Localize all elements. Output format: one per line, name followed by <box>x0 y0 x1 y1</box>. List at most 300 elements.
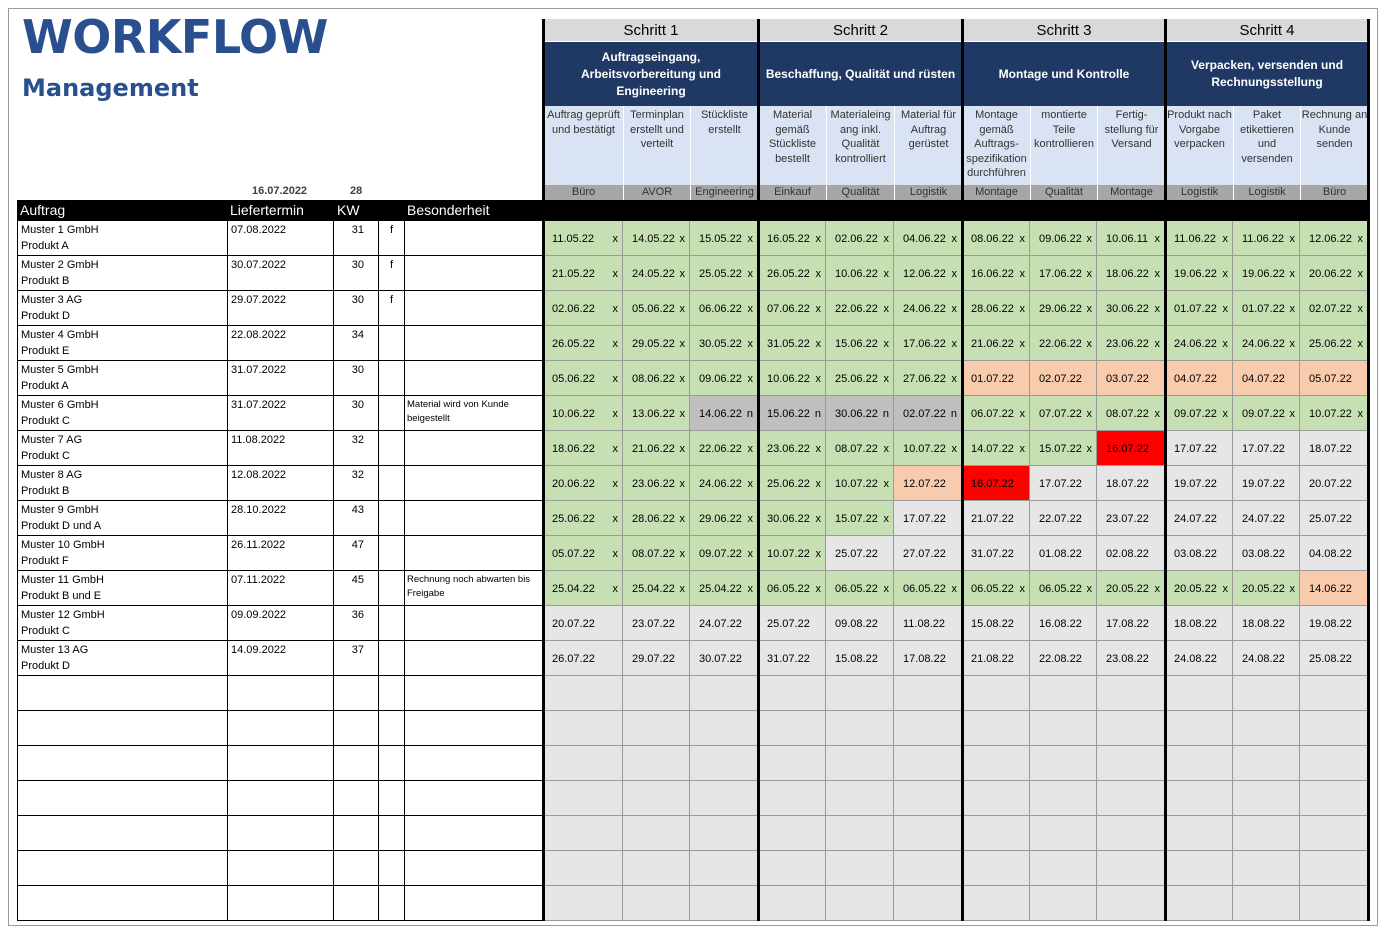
task-date-cell[interactable] <box>826 256 894 291</box>
empty-cell[interactable] <box>543 746 623 781</box>
delivery-cell[interactable] <box>228 676 334 711</box>
task-date-cell[interactable] <box>1233 396 1300 431</box>
order-cell[interactable] <box>17 676 228 711</box>
task-date-cell[interactable] <box>1233 536 1300 571</box>
order-cell[interactable] <box>17 711 228 746</box>
task-date-cell[interactable] <box>1233 431 1300 466</box>
empty-cell[interactable] <box>894 851 962 886</box>
kw-cell[interactable] <box>334 536 379 571</box>
flag-cell[interactable] <box>379 361 405 396</box>
special-cell[interactable] <box>405 396 543 431</box>
task-date-cell[interactable] <box>962 396 1030 431</box>
task-date-cell[interactable] <box>1030 606 1097 641</box>
task-date-cell[interactable] <box>1030 641 1097 676</box>
empty-cell[interactable] <box>1097 746 1165 781</box>
order-cell[interactable] <box>17 886 228 921</box>
task-date-cell[interactable] <box>1165 536 1233 571</box>
task-date-cell[interactable] <box>894 501 962 536</box>
empty-cell[interactable] <box>690 781 758 816</box>
task-date-cell[interactable] <box>1165 571 1233 606</box>
delivery-cell[interactable] <box>228 221 334 256</box>
kw-cell[interactable] <box>334 606 379 641</box>
task-date-cell[interactable] <box>1233 501 1300 536</box>
task-date-cell[interactable] <box>758 396 826 431</box>
task-date-cell[interactable] <box>1165 641 1233 676</box>
task-date-cell[interactable] <box>1233 221 1300 256</box>
kw-cell[interactable] <box>334 326 379 361</box>
task-date-cell[interactable] <box>758 606 826 641</box>
task-date-cell[interactable] <box>962 536 1030 571</box>
empty-cell[interactable] <box>1030 851 1097 886</box>
flag-cell[interactable] <box>379 886 405 921</box>
task-date-cell[interactable] <box>1097 361 1165 396</box>
flag-cell[interactable] <box>379 676 405 711</box>
task-date-cell[interactable] <box>1165 466 1233 501</box>
empty-cell[interactable] <box>1165 816 1233 851</box>
task-date-cell[interactable] <box>1300 221 1368 256</box>
task-date-cell[interactable] <box>1300 501 1368 536</box>
empty-cell[interactable] <box>1030 816 1097 851</box>
task-date-cell[interactable] <box>962 466 1030 501</box>
task-date-cell[interactable] <box>1030 291 1097 326</box>
task-date-cell[interactable] <box>894 641 962 676</box>
order-cell[interactable] <box>17 571 228 606</box>
flag-cell[interactable] <box>379 326 405 361</box>
empty-cell[interactable] <box>1300 781 1368 816</box>
kw-cell[interactable] <box>334 361 379 396</box>
delivery-cell[interactable] <box>228 431 334 466</box>
task-date-cell[interactable] <box>623 536 690 571</box>
flag-cell[interactable] <box>379 816 405 851</box>
empty-cell[interactable] <box>543 711 623 746</box>
table-row[interactable] <box>17 361 543 396</box>
special-cell[interactable] <box>405 711 543 746</box>
empty-cell[interactable] <box>1097 781 1165 816</box>
task-date-cell[interactable] <box>758 326 826 361</box>
table-row[interactable] <box>17 571 543 606</box>
task-date-cell[interactable] <box>826 361 894 396</box>
task-date-cell[interactable] <box>894 466 962 501</box>
task-date-cell[interactable] <box>690 606 758 641</box>
empty-cell[interactable] <box>758 711 826 746</box>
task-date-cell[interactable] <box>758 221 826 256</box>
special-cell[interactable] <box>405 361 543 396</box>
empty-cell[interactable] <box>1030 886 1097 921</box>
empty-cell[interactable] <box>962 816 1030 851</box>
kw-cell[interactable] <box>334 781 379 816</box>
task-date-cell[interactable] <box>894 431 962 466</box>
task-date-cell[interactable] <box>1097 291 1165 326</box>
order-cell[interactable] <box>17 291 228 326</box>
empty-cell[interactable] <box>758 781 826 816</box>
special-cell[interactable] <box>405 221 543 256</box>
task-date-cell[interactable] <box>1030 256 1097 291</box>
task-date-cell[interactable] <box>962 361 1030 396</box>
empty-cell[interactable] <box>543 851 623 886</box>
special-cell[interactable] <box>405 641 543 676</box>
task-date-cell[interactable] <box>1097 431 1165 466</box>
task-date-cell[interactable] <box>1030 536 1097 571</box>
empty-cell[interactable] <box>623 816 690 851</box>
task-date-cell[interactable] <box>894 291 962 326</box>
delivery-cell[interactable] <box>228 361 334 396</box>
kw-cell[interactable] <box>334 221 379 256</box>
task-date-cell[interactable] <box>1300 256 1368 291</box>
task-date-cell[interactable] <box>623 361 690 396</box>
flag-cell[interactable] <box>379 256 405 291</box>
order-cell[interactable] <box>17 746 228 781</box>
empty-cell[interactable] <box>623 781 690 816</box>
task-date-cell[interactable] <box>962 326 1030 361</box>
empty-cell[interactable] <box>894 781 962 816</box>
task-date-cell[interactable] <box>543 326 623 361</box>
task-date-cell[interactable] <box>690 361 758 396</box>
task-date-cell[interactable] <box>758 361 826 396</box>
empty-cell[interactable] <box>1165 781 1233 816</box>
delivery-cell[interactable] <box>228 711 334 746</box>
table-row[interactable] <box>17 641 543 676</box>
empty-cell[interactable] <box>543 676 623 711</box>
empty-cell[interactable] <box>1097 886 1165 921</box>
empty-cell[interactable] <box>894 676 962 711</box>
order-cell[interactable] <box>17 361 228 396</box>
empty-cell[interactable] <box>690 886 758 921</box>
empty-cell[interactable] <box>623 886 690 921</box>
task-date-cell[interactable] <box>1030 326 1097 361</box>
task-date-cell[interactable] <box>962 431 1030 466</box>
task-date-cell[interactable] <box>543 641 623 676</box>
task-date-cell[interactable] <box>758 291 826 326</box>
empty-cell[interactable] <box>1300 676 1368 711</box>
empty-cell[interactable] <box>962 851 1030 886</box>
task-date-cell[interactable] <box>1233 291 1300 326</box>
task-date-cell[interactable] <box>894 606 962 641</box>
kw-cell[interactable] <box>334 431 379 466</box>
empty-cell[interactable] <box>826 816 894 851</box>
delivery-cell[interactable] <box>228 396 334 431</box>
task-date-cell[interactable] <box>1300 536 1368 571</box>
task-date-cell[interactable] <box>543 221 623 256</box>
task-date-cell[interactable] <box>1097 396 1165 431</box>
delivery-cell[interactable] <box>228 886 334 921</box>
table-row[interactable] <box>17 466 543 501</box>
special-cell[interactable] <box>405 501 543 536</box>
task-date-cell[interactable] <box>1300 326 1368 361</box>
task-date-cell[interactable] <box>543 536 623 571</box>
empty-cell[interactable] <box>962 781 1030 816</box>
task-date-cell[interactable] <box>894 326 962 361</box>
special-cell[interactable] <box>405 886 543 921</box>
empty-cell[interactable] <box>894 816 962 851</box>
task-date-cell[interactable] <box>543 466 623 501</box>
empty-cell[interactable] <box>962 886 1030 921</box>
task-date-cell[interactable] <box>1030 431 1097 466</box>
empty-cell[interactable] <box>1165 746 1233 781</box>
flag-cell[interactable] <box>379 221 405 256</box>
empty-cell[interactable] <box>1097 711 1165 746</box>
empty-cell[interactable] <box>1097 676 1165 711</box>
kw-cell[interactable] <box>334 466 379 501</box>
task-date-cell[interactable] <box>1030 221 1097 256</box>
task-date-cell[interactable] <box>690 396 758 431</box>
empty-row[interactable] <box>17 816 543 851</box>
task-date-cell[interactable] <box>1097 256 1165 291</box>
task-date-cell[interactable] <box>1030 396 1097 431</box>
empty-cell[interactable] <box>1233 816 1300 851</box>
task-date-cell[interactable] <box>1300 606 1368 641</box>
empty-cell[interactable] <box>623 851 690 886</box>
task-date-cell[interactable] <box>758 431 826 466</box>
special-cell[interactable] <box>405 291 543 326</box>
empty-row[interactable] <box>17 746 543 781</box>
task-date-cell[interactable] <box>826 606 894 641</box>
task-date-cell[interactable] <box>623 571 690 606</box>
task-date-cell[interactable] <box>623 221 690 256</box>
order-cell[interactable] <box>17 501 228 536</box>
empty-cell[interactable] <box>1030 711 1097 746</box>
order-cell[interactable] <box>17 256 228 291</box>
delivery-cell[interactable] <box>228 606 334 641</box>
task-date-cell[interactable] <box>543 256 623 291</box>
task-date-cell[interactable] <box>1233 256 1300 291</box>
special-cell[interactable] <box>405 851 543 886</box>
empty-cell[interactable] <box>690 711 758 746</box>
task-date-cell[interactable] <box>1300 361 1368 396</box>
task-date-cell[interactable] <box>962 606 1030 641</box>
special-cell[interactable] <box>405 606 543 641</box>
table-row[interactable] <box>17 606 543 641</box>
special-cell[interactable] <box>405 431 543 466</box>
task-date-cell[interactable] <box>758 466 826 501</box>
empty-cell[interactable] <box>894 711 962 746</box>
order-cell[interactable] <box>17 816 228 851</box>
task-date-cell[interactable] <box>1300 291 1368 326</box>
empty-cell[interactable] <box>690 676 758 711</box>
empty-row[interactable] <box>17 676 543 711</box>
empty-cell[interactable] <box>894 886 962 921</box>
flag-cell[interactable] <box>379 781 405 816</box>
task-date-cell[interactable] <box>894 361 962 396</box>
empty-cell[interactable] <box>1233 711 1300 746</box>
order-cell[interactable] <box>17 851 228 886</box>
task-date-cell[interactable] <box>1165 501 1233 536</box>
task-date-cell[interactable] <box>623 326 690 361</box>
task-date-cell[interactable] <box>1165 221 1233 256</box>
empty-cell[interactable] <box>894 746 962 781</box>
task-date-cell[interactable] <box>690 221 758 256</box>
empty-cell[interactable] <box>1030 781 1097 816</box>
order-cell[interactable] <box>17 641 228 676</box>
task-date-cell[interactable] <box>1097 326 1165 361</box>
kw-cell[interactable] <box>334 256 379 291</box>
empty-cell[interactable] <box>1233 746 1300 781</box>
flag-cell[interactable] <box>379 711 405 746</box>
task-date-cell[interactable] <box>962 221 1030 256</box>
task-date-cell[interactable] <box>690 466 758 501</box>
empty-cell[interactable] <box>1233 676 1300 711</box>
empty-cell[interactable] <box>543 886 623 921</box>
kw-cell[interactable] <box>334 291 379 326</box>
task-date-cell[interactable] <box>1300 466 1368 501</box>
col-order-header[interactable]: Auftrag <box>20 202 66 218</box>
task-date-cell[interactable] <box>894 536 962 571</box>
task-date-cell[interactable] <box>1165 291 1233 326</box>
kw-cell[interactable] <box>334 676 379 711</box>
kw-cell[interactable] <box>334 501 379 536</box>
col-special-header[interactable]: Besonderheit <box>407 202 490 218</box>
flag-cell[interactable] <box>379 746 405 781</box>
task-date-cell[interactable] <box>826 221 894 256</box>
flag-cell[interactable] <box>379 431 405 466</box>
table-row[interactable] <box>17 291 543 326</box>
kw-cell[interactable] <box>334 711 379 746</box>
delivery-cell[interactable] <box>228 536 334 571</box>
empty-cell[interactable] <box>623 711 690 746</box>
order-cell[interactable] <box>17 466 228 501</box>
task-date-cell[interactable] <box>1165 431 1233 466</box>
empty-cell[interactable] <box>826 676 894 711</box>
task-date-cell[interactable] <box>1300 431 1368 466</box>
task-date-cell[interactable] <box>894 221 962 256</box>
empty-row[interactable] <box>17 886 543 921</box>
flag-cell[interactable] <box>379 571 405 606</box>
task-date-cell[interactable] <box>690 431 758 466</box>
task-date-cell[interactable] <box>1233 641 1300 676</box>
kw-cell[interactable] <box>334 396 379 431</box>
empty-cell[interactable] <box>758 746 826 781</box>
delivery-cell[interactable] <box>228 816 334 851</box>
flag-cell[interactable] <box>379 466 405 501</box>
empty-cell[interactable] <box>1300 816 1368 851</box>
task-date-cell[interactable] <box>1233 571 1300 606</box>
task-date-cell[interactable] <box>623 431 690 466</box>
task-date-cell[interactable] <box>690 536 758 571</box>
order-cell[interactable] <box>17 536 228 571</box>
task-date-cell[interactable] <box>543 571 623 606</box>
table-row[interactable] <box>17 536 543 571</box>
task-date-cell[interactable] <box>758 256 826 291</box>
delivery-cell[interactable] <box>228 291 334 326</box>
empty-cell[interactable] <box>1300 851 1368 886</box>
empty-cell[interactable] <box>962 676 1030 711</box>
order-cell[interactable] <box>17 431 228 466</box>
table-row[interactable] <box>17 256 543 291</box>
empty-cell[interactable] <box>1165 886 1233 921</box>
empty-cell[interactable] <box>962 746 1030 781</box>
task-date-cell[interactable] <box>826 501 894 536</box>
special-cell[interactable] <box>405 676 543 711</box>
task-date-cell[interactable] <box>1030 501 1097 536</box>
special-cell[interactable] <box>405 536 543 571</box>
special-cell[interactable] <box>405 466 543 501</box>
delivery-cell[interactable] <box>228 781 334 816</box>
empty-cell[interactable] <box>1165 711 1233 746</box>
task-date-cell[interactable] <box>758 571 826 606</box>
task-date-cell[interactable] <box>962 256 1030 291</box>
table-row[interactable] <box>17 501 543 536</box>
special-cell[interactable] <box>405 746 543 781</box>
task-date-cell[interactable] <box>1097 641 1165 676</box>
empty-cell[interactable] <box>1165 851 1233 886</box>
flag-cell[interactable] <box>379 851 405 886</box>
task-date-cell[interactable] <box>962 641 1030 676</box>
table-row[interactable] <box>17 431 543 466</box>
task-date-cell[interactable] <box>1030 571 1097 606</box>
empty-cell[interactable] <box>826 781 894 816</box>
delivery-cell[interactable] <box>228 256 334 291</box>
table-row[interactable] <box>17 326 543 361</box>
task-date-cell[interactable] <box>623 396 690 431</box>
flag-cell[interactable] <box>379 396 405 431</box>
task-date-cell[interactable] <box>1030 466 1097 501</box>
task-date-cell[interactable] <box>543 606 623 641</box>
task-date-cell[interactable] <box>623 641 690 676</box>
empty-cell[interactable] <box>1097 851 1165 886</box>
special-cell[interactable] <box>405 781 543 816</box>
empty-cell[interactable] <box>690 816 758 851</box>
task-date-cell[interactable] <box>758 501 826 536</box>
task-date-cell[interactable] <box>1233 466 1300 501</box>
order-cell[interactable] <box>17 326 228 361</box>
task-date-cell[interactable] <box>543 361 623 396</box>
empty-cell[interactable] <box>758 851 826 886</box>
empty-cell[interactable] <box>623 746 690 781</box>
task-date-cell[interactable] <box>826 641 894 676</box>
task-date-cell[interactable] <box>690 256 758 291</box>
empty-cell[interactable] <box>1233 886 1300 921</box>
task-date-cell[interactable] <box>1300 396 1368 431</box>
task-date-cell[interactable] <box>690 641 758 676</box>
special-cell[interactable] <box>405 816 543 851</box>
task-date-cell[interactable] <box>1233 326 1300 361</box>
order-cell[interactable] <box>17 221 228 256</box>
empty-cell[interactable] <box>690 746 758 781</box>
task-date-cell[interactable] <box>894 571 962 606</box>
task-date-cell[interactable] <box>1097 536 1165 571</box>
task-date-cell[interactable] <box>1030 361 1097 396</box>
task-date-cell[interactable] <box>894 256 962 291</box>
empty-cell[interactable] <box>962 711 1030 746</box>
order-cell[interactable] <box>17 781 228 816</box>
task-date-cell[interactable] <box>690 571 758 606</box>
task-date-cell[interactable] <box>826 571 894 606</box>
empty-cell[interactable] <box>623 676 690 711</box>
task-date-cell[interactable] <box>1097 571 1165 606</box>
empty-cell[interactable] <box>1300 886 1368 921</box>
kw-cell[interactable] <box>334 641 379 676</box>
empty-cell[interactable] <box>826 711 894 746</box>
task-date-cell[interactable] <box>623 606 690 641</box>
task-date-cell[interactable] <box>1300 641 1368 676</box>
delivery-cell[interactable] <box>228 466 334 501</box>
empty-cell[interactable] <box>1233 851 1300 886</box>
task-date-cell[interactable] <box>623 466 690 501</box>
order-cell[interactable] <box>17 396 228 431</box>
task-date-cell[interactable] <box>962 291 1030 326</box>
empty-cell[interactable] <box>758 886 826 921</box>
kw-cell[interactable] <box>334 816 379 851</box>
task-date-cell[interactable] <box>1165 396 1233 431</box>
task-date-cell[interactable] <box>1097 501 1165 536</box>
task-date-cell[interactable] <box>543 291 623 326</box>
col-kw-header[interactable]: KW <box>337 202 360 218</box>
empty-cell[interactable] <box>1030 746 1097 781</box>
flag-cell[interactable] <box>379 641 405 676</box>
empty-cell[interactable] <box>690 851 758 886</box>
empty-row[interactable] <box>17 781 543 816</box>
col-delivery-header[interactable]: Liefertermin <box>230 202 304 218</box>
task-date-cell[interactable] <box>1233 361 1300 396</box>
